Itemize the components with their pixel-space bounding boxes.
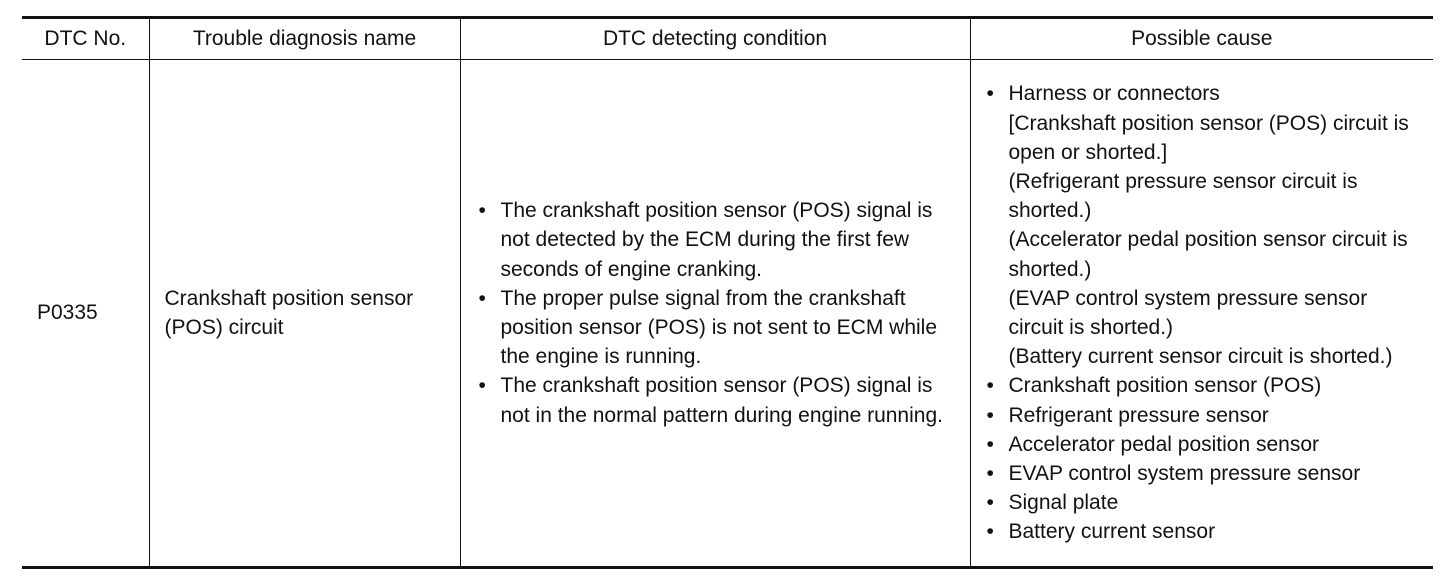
harness-detail: (Accelerator pedal position sensor circuit is shorted.): [1008, 228, 1408, 281]
cause-list: [983, 79, 1428, 546]
cause-item: • EVAP control system pressure sensor: [983, 459, 1428, 488]
harness-detail: (Battery current sensor circuit is shorted.): [1008, 345, 1393, 369]
cause-item: • Refrigerant pressure sensor: [983, 401, 1428, 430]
cause-item-harness: [983, 79, 1428, 371]
dtc-number-cell: P0335: [22, 60, 149, 568]
possible-cause-cell: [970, 60, 1433, 568]
header-possible-cause: Possible cause: [970, 18, 1433, 60]
harness-detail: [Crankshaft position sensor (POS) circuit is open or shorted.]: [1008, 111, 1409, 164]
header-dtc-detecting-condition: DTC detecting condition: [460, 18, 970, 60]
dtc-table: [22, 16, 1433, 569]
harness-detail: (Refrigerant pressure sensor circuit is shorted.): [1008, 169, 1358, 223]
condition-list: [475, 196, 958, 430]
cause-item: • Accelerator pedal position sensor: [983, 430, 1428, 459]
table-header-row: [22, 18, 1433, 60]
header-dtc-no: DTC No.: [22, 18, 149, 60]
detecting-condition-cell: [460, 60, 970, 568]
table-row: [22, 60, 1433, 568]
header-trouble-diagnosis-name: Trouble diagnosis name: [149, 18, 460, 60]
cause-item: • Battery current sensor: [983, 517, 1428, 546]
trouble-diagnosis-name-cell: Crankshaft position sensor (POS) circuit: [149, 60, 460, 568]
condition-item: • The crankshaft position sensor (POS) signal is not in the normal pattern during engine running.: [475, 371, 958, 429]
harness-details: [1009, 109, 1428, 372]
cause-item: • Crankshaft position sensor (POS): [983, 371, 1428, 400]
condition-item: • The crankshaft position sensor (POS) signal is not detected by the ECM during the first few seconds of engine cranking.: [475, 196, 958, 284]
cause-item: • Signal plate: [983, 488, 1428, 517]
harness-detail: (EVAP control system pressure sensor circuit is shorted.): [1008, 286, 1368, 339]
condition-item: • The proper pulse signal from the crankshaft position sensor (POS) is not sent to ECM while the engine is running.: [475, 284, 958, 372]
harness-title: Harness or connectors: [1008, 82, 1220, 106]
